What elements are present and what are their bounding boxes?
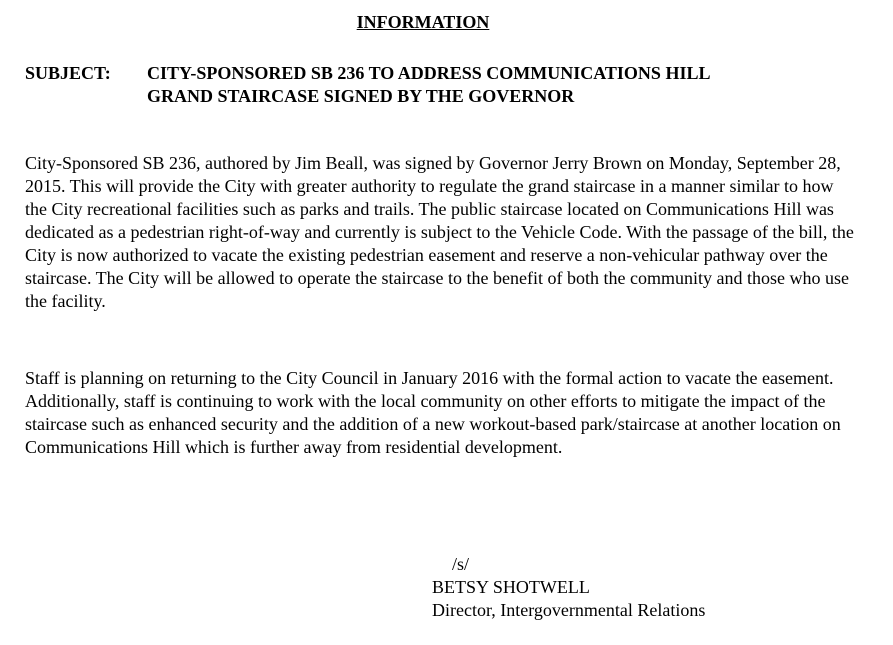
subject-text xyxy=(147,62,847,108)
body-paragraph-1: City-Sponsored SB 236, authored by Jim Beall, was signed by Governor Jerry Brown on Monday, September 28, 2015. This will provide the City with greater authority to regulate the grand staircase in a manner similar to how the City recreational facilities such as parks and trails. The public staircase located on Communications Hill was dedicated as a pedestrian right-of-way and currently is subject to the Vehicle Code. With the passage of the bill, the City is now authorized to vacate the existing pedestrian easement and reserve a non-vehicular pathway over the staircase. The City will be allowed to operate the staircase to the benefit of both the community and those who use the facility. xyxy=(25,153,854,311)
subject-label: SUBJECT: xyxy=(25,63,111,83)
signature-block xyxy=(432,553,705,622)
signatory-title: Director, Intergovernmental Relations xyxy=(432,600,706,620)
subject-line-1: CITY-SPONSORED SB 236 TO ADDRESS COMMUNICATIONS HILL xyxy=(147,63,711,83)
subject-line-2: GRAND STAIRCASE SIGNED BY THE GOVERNOR xyxy=(147,86,575,106)
document-heading: INFORMATION xyxy=(356,12,490,32)
signatory-name: BETSY SHOTWELL xyxy=(432,577,590,597)
body-paragraph-2: Staff is planning on returning to the City Council in January 2016 with the formal action to vacate the easement. Additionally, staff is continuing to work with the local community on other efforts to mitigate the impact of the staircase such as enhanced security and the addition of a new workout-based park/staircase at another location on Communications Hill which is further away from residential development. xyxy=(25,368,841,457)
signature-mark: /s/ xyxy=(452,554,470,574)
subject-block xyxy=(25,62,847,108)
